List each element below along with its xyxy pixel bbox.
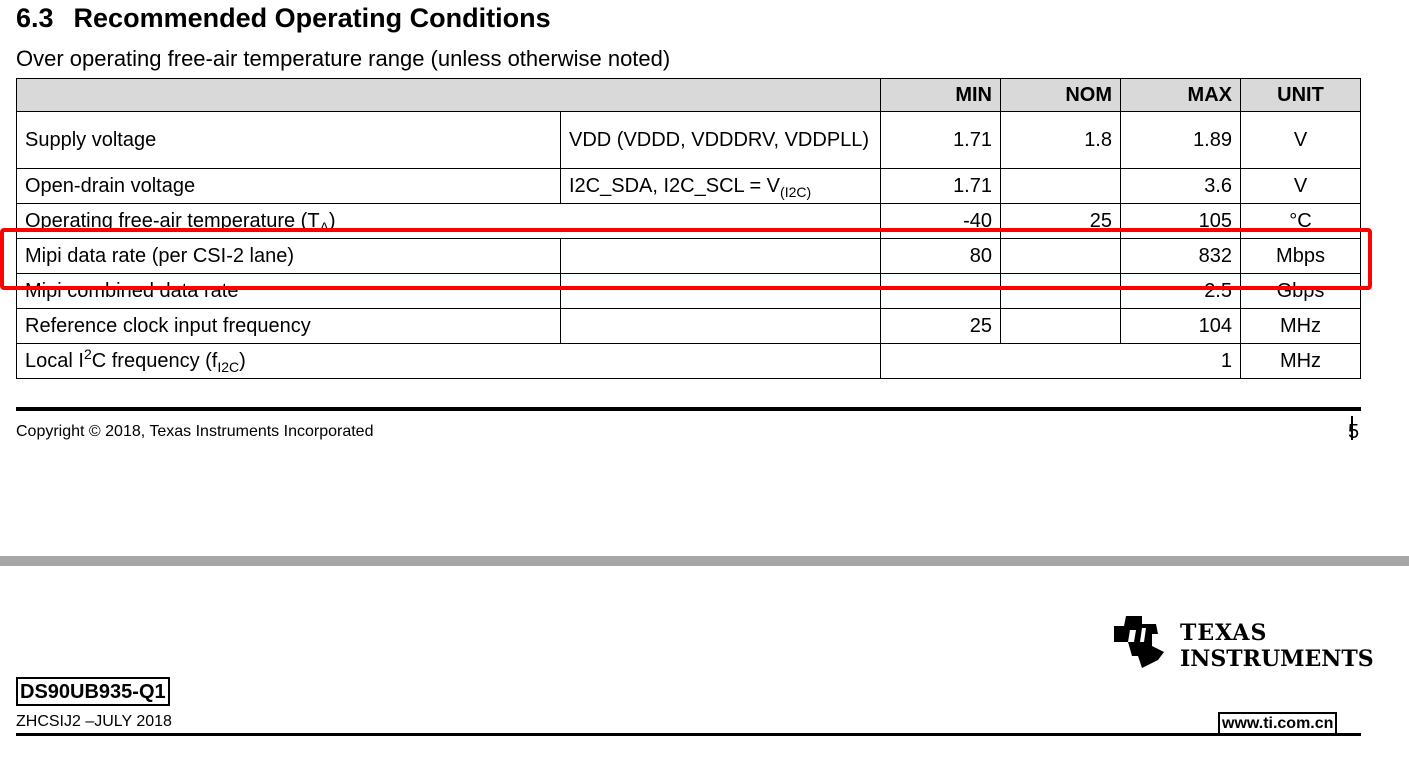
row-nom bbox=[1001, 169, 1121, 204]
table-row bbox=[17, 169, 1361, 204]
footer-rule bbox=[16, 407, 1361, 411]
table-row-highlighted bbox=[17, 239, 1361, 274]
page-separator bbox=[0, 556, 1409, 566]
row-parameter: Supply voltage bbox=[17, 112, 561, 169]
logo-line-texas: TEXAS bbox=[1180, 620, 1268, 646]
row-condition bbox=[561, 309, 881, 344]
row-parameter: Local $I^2C$ frequency $(f_{I2C})$ bbox=[17, 344, 881, 379]
row-parameter: Reference clock input frequency bbox=[17, 309, 561, 344]
table-row bbox=[17, 309, 1361, 344]
row-min bbox=[881, 274, 1001, 309]
header-nom: NOM bbox=[1001, 79, 1121, 112]
row-condition bbox=[561, 274, 881, 309]
row-unit: V bbox=[1241, 169, 1361, 204]
row-parameter: Open-drain voltage bbox=[17, 169, 561, 204]
row-parameter: Operating free-air temperature $(T_A)$ bbox=[17, 204, 881, 239]
row-min: 1.71 bbox=[881, 169, 1001, 204]
row-max: 104 bbox=[1121, 309, 1241, 344]
row-condition: VDD (VDDD, VDDDRV, VDDPLL) bbox=[561, 112, 881, 169]
ti-wordmark bbox=[1180, 620, 1374, 672]
table-header-row bbox=[17, 79, 1361, 112]
row-unit: °C bbox=[1241, 204, 1361, 239]
section-title bbox=[16, 3, 551, 34]
row-unit: Mbps bbox=[1241, 239, 1361, 274]
table-row bbox=[17, 344, 1361, 379]
row-max: 3.6 bbox=[1121, 169, 1241, 204]
row-nom bbox=[1001, 309, 1121, 344]
row-unit: V bbox=[1241, 112, 1361, 169]
row-min: 80 bbox=[881, 239, 1001, 274]
row-min: 25 bbox=[881, 309, 1001, 344]
row-parameter: Mipi data rate (per CSI-2 lane) bbox=[17, 239, 561, 274]
section-subtitle: Over operating free-air temperature range (unless otherwise noted) bbox=[16, 46, 671, 71]
header-max: MAX bbox=[1121, 79, 1241, 112]
row-nom bbox=[1001, 274, 1121, 309]
section-title-text: Recommended Operating Conditions bbox=[73, 3, 551, 33]
row-max: 2.5 bbox=[1121, 274, 1241, 309]
row-unit: MHz bbox=[1241, 344, 1361, 379]
row-unit: MHz bbox=[1241, 309, 1361, 344]
part-number: DS90UB935-Q1 bbox=[16, 677, 170, 706]
row-min: 1.71 bbox=[881, 112, 1001, 169]
row-condition: I2C_SDA, I2C_SCL = $V_{(I2C)}$ bbox=[561, 169, 881, 204]
logo-line-instruments: INSTRUMENTS bbox=[1180, 646, 1374, 672]
table-row bbox=[17, 112, 1361, 169]
table-row bbox=[17, 204, 1361, 239]
table-row bbox=[17, 274, 1361, 309]
row-condition bbox=[561, 239, 881, 274]
website-link[interactable]: www.ti.com.cn bbox=[1218, 712, 1337, 735]
row-parameter: Mipi combined data rate bbox=[17, 274, 561, 309]
header-blank bbox=[17, 79, 881, 112]
header-rule bbox=[16, 733, 1361, 736]
copyright-text: Copyright © 2018, Texas Instruments Incorporated bbox=[16, 423, 374, 440]
header-unit: UNIT bbox=[1241, 79, 1361, 112]
row-max: 832 bbox=[1121, 239, 1241, 274]
document-id: ZHCSIJ2 –JULY 2018 bbox=[16, 713, 172, 730]
page-number: 5 bbox=[1348, 421, 1360, 443]
row-nom bbox=[1001, 239, 1121, 274]
row-min: -40 bbox=[881, 204, 1001, 239]
row-nom: 25 bbox=[1001, 204, 1121, 239]
row-max: 1.89 bbox=[1121, 112, 1241, 169]
section-number: 6.3 bbox=[16, 3, 54, 33]
row-nom: 1.8 bbox=[1001, 112, 1121, 169]
row-max: 105 bbox=[1121, 204, 1241, 239]
row-unit: Gbps bbox=[1241, 274, 1361, 309]
row-max: 1 bbox=[881, 344, 1241, 379]
operating-conditions-table bbox=[16, 78, 1361, 379]
header-min: MIN bbox=[881, 79, 1001, 112]
